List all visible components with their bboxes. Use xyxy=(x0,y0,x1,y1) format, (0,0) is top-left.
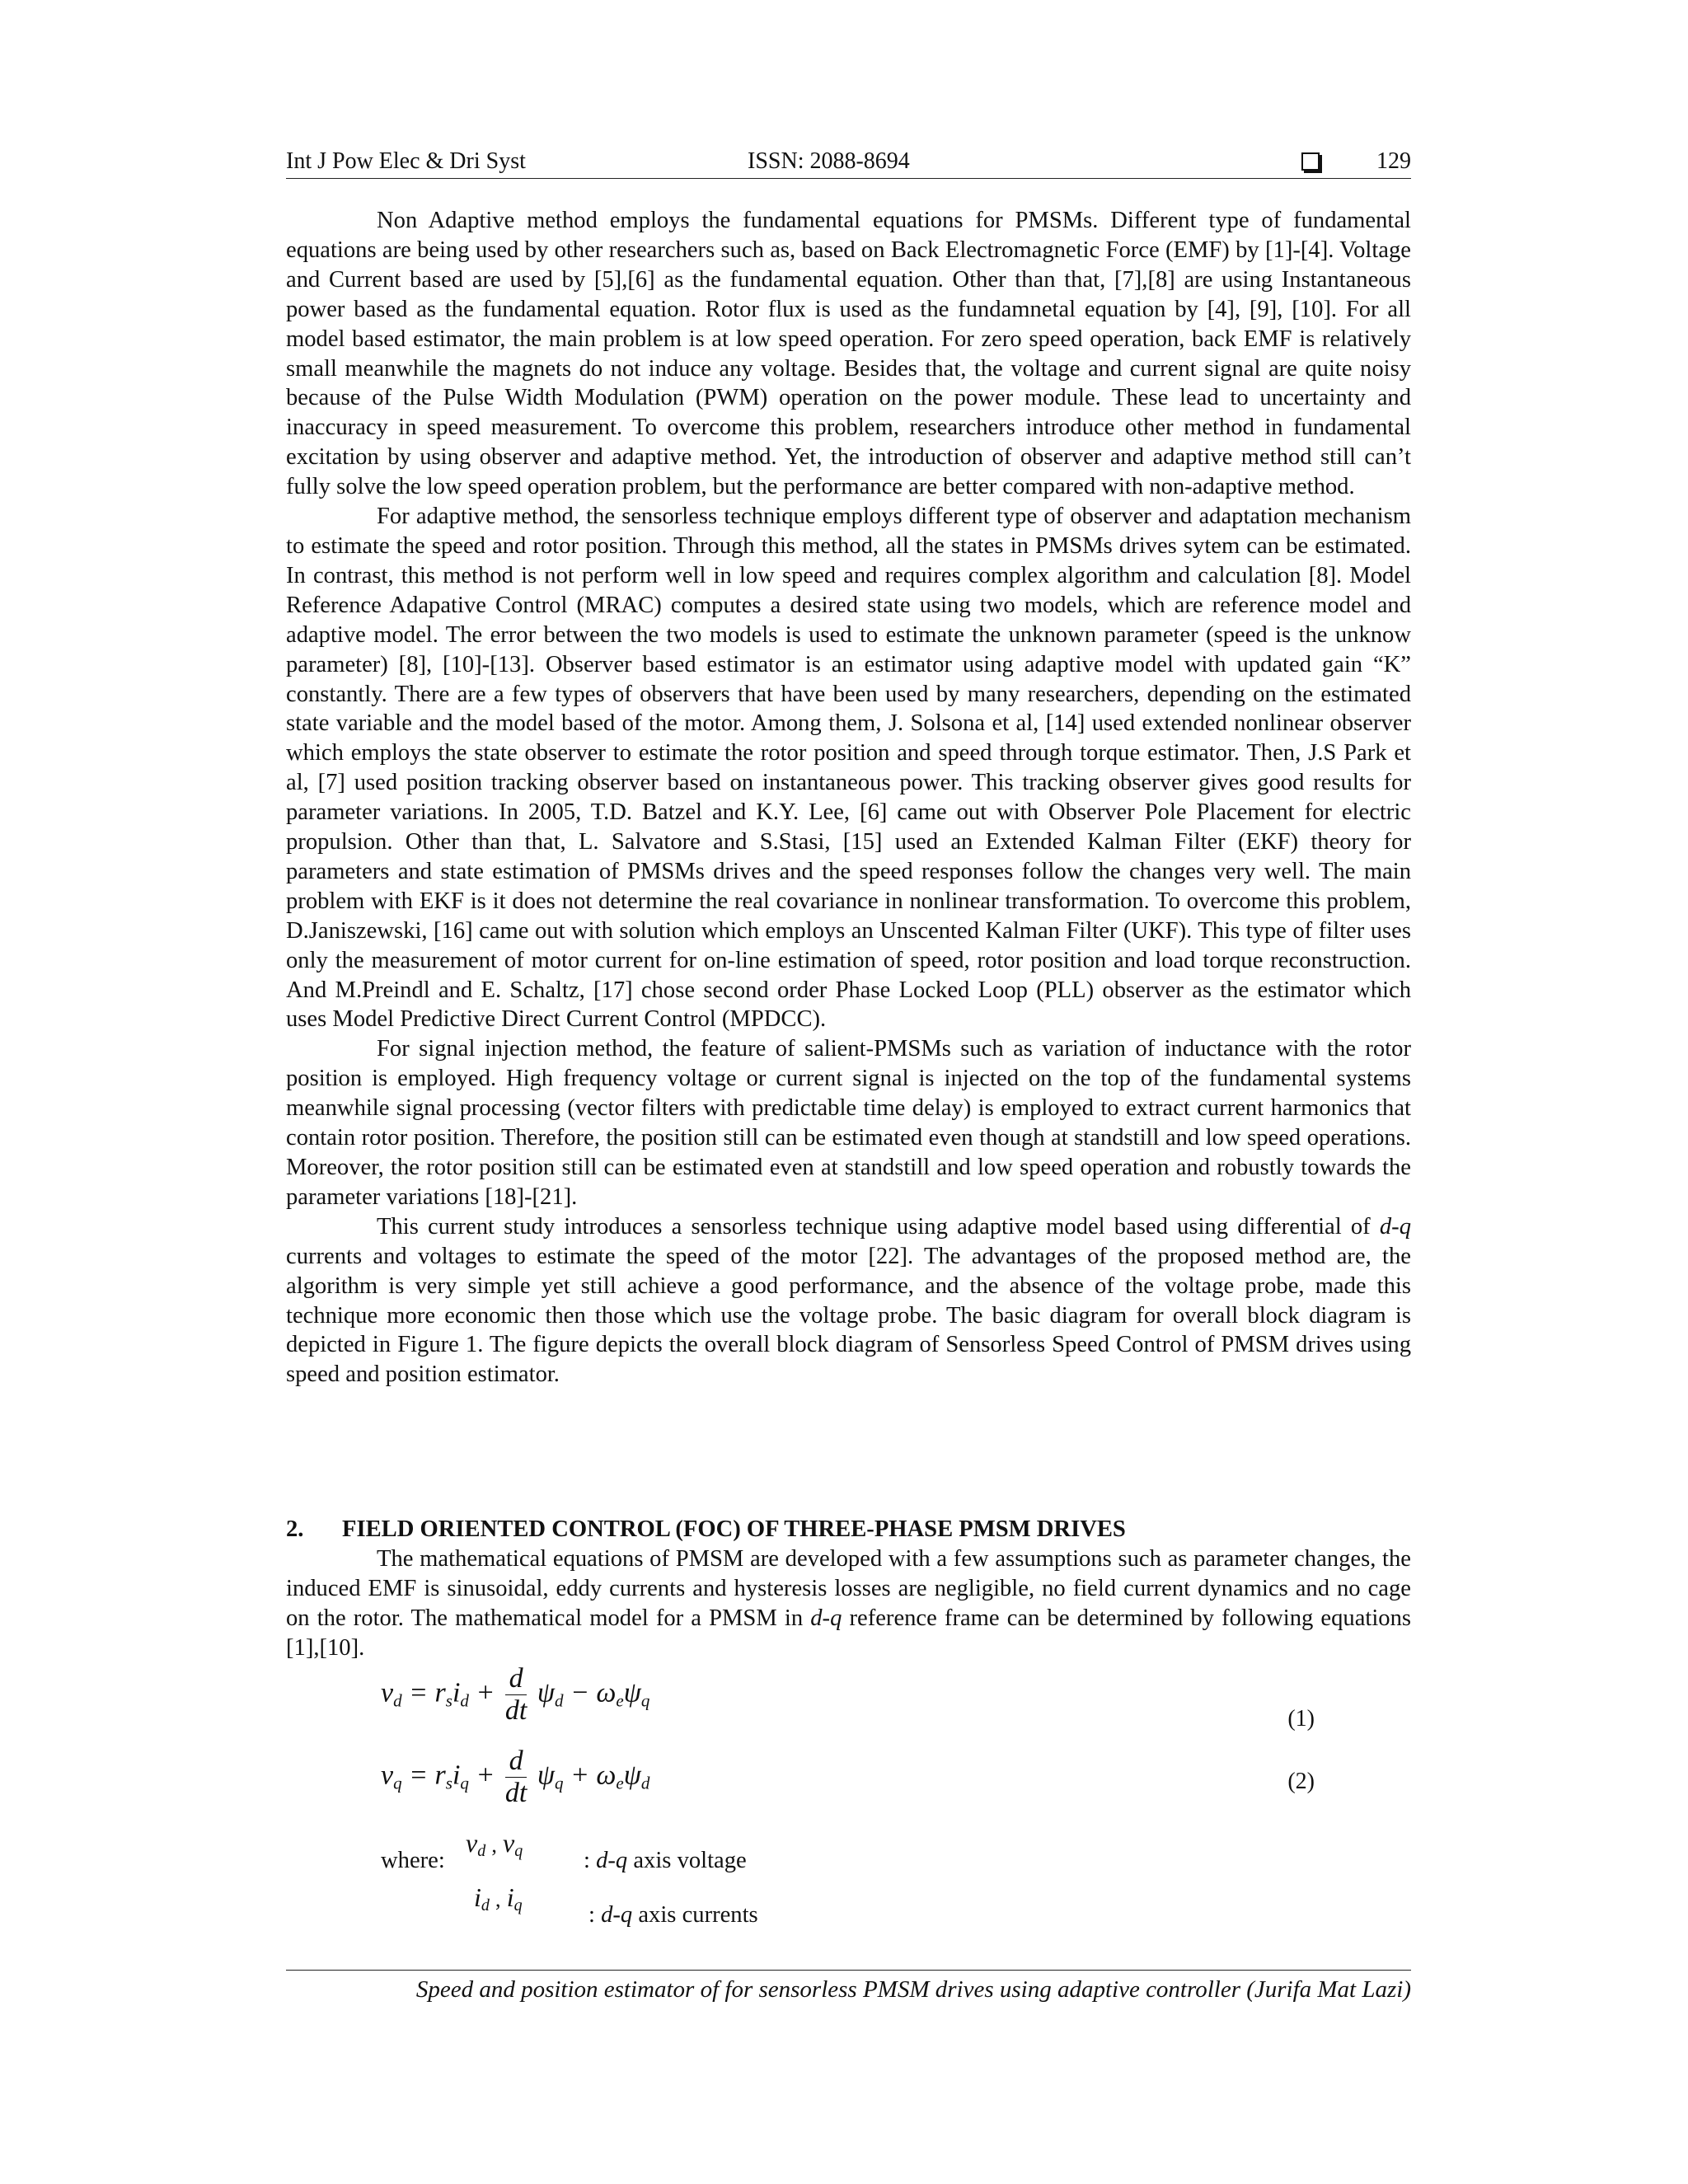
derivative-fraction: $\frac{d}{dt}$ xyxy=(504,1746,528,1808)
body-text xyxy=(286,206,1411,1390)
equation-number: (1) xyxy=(1287,1706,1315,1732)
paragraph-signal-injection: For signal injection method, the feature of salient-PMSMs such as variation of inductance with the rotor position is employed. High frequency voltage or current signal is injected on the top of the fundamental systems meanwhile signal processing (vector filters with predictable time delay) is employed to extract current harmonics that contain rotor position. Therefore, the position still can be estimated even though at standstill and low speed operations. Moreover, the rotor position still can be estimated even at standstill and low speed operation and robustly towards the parameter variations [18]-[21]. xyxy=(286,1036,1411,1210)
derivative-fraction: $\frac{d}{dt}$ xyxy=(504,1663,528,1726)
section-number: 2. xyxy=(286,1516,304,1542)
paragraph-text: This current study introduces a sensorless technique using adaptive model based using differential of xyxy=(377,1213,1380,1240)
equation-1-body: $v_d = r_si_d$ + $\frac{d}{dt}$ $\psi_d - \omega_e\psi_q$ xyxy=(381,1663,650,1726)
page-number: 129 xyxy=(1376,148,1411,174)
section-intro xyxy=(286,1544,1411,1663)
description-text: axis currents xyxy=(632,1902,758,1928)
equation-2-body: $v_q = r_si_q$ + $\frac{d}{dt}$ $\psi_q + \omega_e\psi_d$ xyxy=(381,1746,650,1808)
header-rule xyxy=(286,178,1411,179)
voltage-symbols: $v_d$ , $v_q$ xyxy=(466,1828,523,1860)
dq-term: d-q xyxy=(596,1848,628,1873)
dq-term: d-q xyxy=(810,1605,842,1631)
running-header xyxy=(286,147,1411,176)
paragraph-text: currents and voltages to estimate the speed of the motor [22]. The advantages of the proposed method are, the algorithm is very simple yet still achieve a good performance, and the absence of the voltage probe, made this technique more economic then those which use the voltage probe. The basic diagram for overall block diagram is depicted in Figure 1. The figure depicts the overall block diagram of Sensorless Speed Control of PMSM drives using speed and position estimator. xyxy=(286,1243,1411,1388)
paragraph-non-adaptive: Non Adaptive method employs the fundamental equations for PMSMs. Different type of fundamental equations are being used by other researchers such as, based on Back Electromagnetic Force (EMF) by [1]-[4]. Voltage and Current based are used by [5],[6] as the fundamental equation. Other than that, [7],[8] are using Instantaneous power based as the fundamental equation. Rotor flux is used as the fundamnetal equation by [4], [9], [10]. For all model based estimator, the main problem is at low speed operation. For zero speed operation, back EMF is relatively small meanwhile the magnets do not induce any voltage. Besides that, the voltage and current signal are quite noisy because of the Pulse Width Modulation (PWM) operation on the power module. These lead to uncertainty and inaccuracy in speed measurement. To overcome this problem, researchers introduce other method in fundamental excitation by using observer and adaptive method. Yet, the introduction of observer and adaptive method still can’t fully solve the low speed operation problem, but the performance are better compared with non-adaptive method. xyxy=(286,208,1411,500)
dq-term: d-q xyxy=(601,1902,633,1928)
section-body xyxy=(286,1544,1411,1663)
voltage-description: : d-q axis voltage xyxy=(584,1848,747,1873)
paragraph-adaptive: For adaptive method, the sensorless technique employs different type of observer and adaptation mechanism to estimate the speed and rotor position. Through this method, all the states in PMSMs drives sytem can be estimated. In contrast, this method is not perform well in low speed and requires complex algorithm and calculation [8]. Model Reference Adapative Control (MRAC) computes a desired state using two models, which are reference model and adaptive model. The error between the two models is used to estimate the unknown parameter (speed is the unknow parameter) [8], [10]-[13]. Observer based estimator is an estimator using adaptive model with updated gain “K” constantly. There are a few types of observers that have been used by many researchers, depending on the estimated state variable and the model based of the motor. Among them, J. Solsona et al, [14] used extended nonlinear observer which employs the state observer to estimate the rotor position and speed through torque estimator. Then, J.S Park et al, [7] used position tracking observer based on instantaneous power. This tracking observer gives good results for parameter variations. In 2005, T.D. Batzel and K.Y. Lee, [6] came out with Observer Pole Placement for electric propulsion. Other than that, L. Salvatore and S.Stasi, [15] used an Extended Kalman Filter (EKF) theory for parameters and state estimation of PMSMs drives and the speed responses follow the changes very well. The main problem with EKF is it does not determine the real covariance in nonlinear transformation. To overcome this problem, D.Janiszewski, [16] came out with solution which employs an Unscented Kalman Filter (UKF). This type of filter uses only the measurement of motor current for on-line estimation of speed, rotor position and load torque reconstruction. And M.Preindl and E. Schaltz, [17] chose second order Phase Locked Loop (PLL) observer as the estimator which uses Model Predictive Direct Current Control (MPDCC). xyxy=(286,504,1411,1033)
section-heading xyxy=(286,1515,1411,1544)
running-footer: Speed and position estimator of for sensorless PMSM drives using adaptive controller (Jurifa Mat Lazi) xyxy=(415,1976,1411,2003)
description-text: axis voltage xyxy=(627,1848,747,1873)
equation-1 xyxy=(381,1663,1411,1737)
paragraph-text: reference frame can be determined by following equations [1],[10]. xyxy=(286,1605,1411,1661)
journal-abbrev: Int J Pow Elec & Dri Syst xyxy=(286,148,526,174)
ballot-box-icon xyxy=(1301,152,1320,171)
paragraph-text: The mathematical equations of PMSM are developed with a few assumptions such as parameter changes, the induced EMF is sinusoidal, eddy currents and hysteresis losses are negligible, no field current dynamics and no cage on the rotor. The mathematical model for a PMSM in xyxy=(286,1546,1411,1631)
paragraph-current-study xyxy=(286,1212,1411,1390)
current-description: : d-q axis currents xyxy=(588,1902,758,1928)
footer-rule xyxy=(286,1970,1411,1971)
section-title: FIELD ORIENTED CONTROL (FOC) OF THREE-PHASE PMSM DRIVES xyxy=(342,1516,1126,1542)
issn-label: ISSN: 2088-8694 xyxy=(748,148,910,174)
where-label: where: xyxy=(381,1848,445,1873)
current-symbols: $i_d$ , $i_q$ xyxy=(474,1882,523,1915)
equation-2 xyxy=(381,1746,1411,1820)
dq-term: d-q xyxy=(1379,1213,1411,1240)
equation-number: (2) xyxy=(1287,1769,1315,1794)
